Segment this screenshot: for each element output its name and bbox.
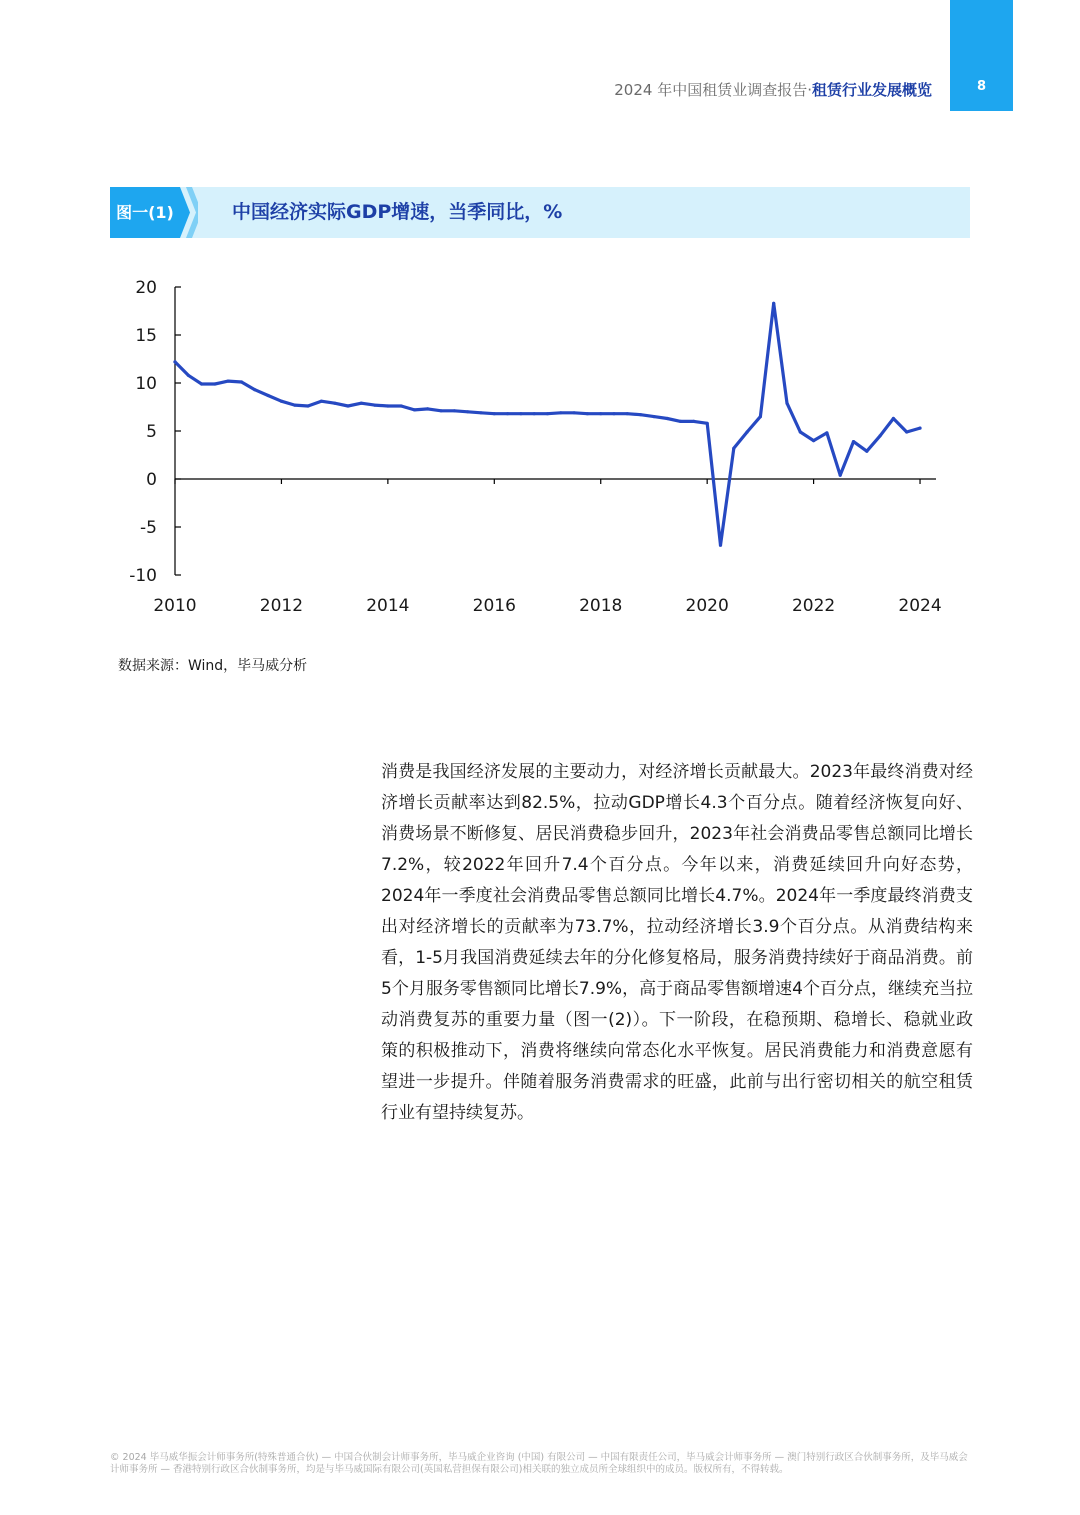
gdp-data-point: [227, 380, 230, 383]
gdp-data-point: [692, 420, 695, 423]
gdp-data-point: [346, 404, 349, 407]
gdp-data-point: [626, 412, 629, 415]
gdp-data-point: [453, 409, 456, 412]
y-tick-label: -10: [129, 566, 157, 586]
y-axis: [129, 278, 181, 586]
header-separator: ·: [807, 81, 812, 99]
report-title: 2024 年中国租赁业调查报告: [614, 81, 808, 99]
gdp-data-point: [173, 360, 176, 363]
y-tick-label: 15: [135, 326, 157, 346]
gdp-data-point: [400, 404, 403, 407]
x-tick-label: 2016: [472, 596, 516, 616]
gdp-data-point: [732, 447, 735, 450]
gdp-data-point: [652, 415, 655, 418]
gdp-data-point: [413, 408, 416, 411]
gdp-data-point: [905, 430, 908, 433]
gdp-data-point: [306, 404, 309, 407]
gdp-data-point: [493, 412, 496, 415]
gdp-data-point: [360, 402, 363, 405]
running-header: [614, 79, 932, 100]
gdp-data-point: [666, 417, 669, 420]
gdp-data-point: [440, 409, 443, 412]
body-paragraph: 消费是我国经济发展的主要动力，对经济增长贡献最大。2023年最终消费对经济增长贡献率达到82.5%，拉动GDP增长4.3个百分点。随着经济恢复向好、消费场景不断修复、居民消费稳步回升，2023年社会消费品零售总额同比增长7.2%，较2022年回升7.4个百分点。今年以来，消费延续回升向好态势，2024年一季度社会消费品零售总额同比增长4.7%。2024年一季度最终消费支出对经济增长的贡献率为73.7%，拉动经济增长3.9个百分点。从消费结构来看，1-5月我国消费延续去年的分化修复格局，服务消费持续好于商品消费。前5个月服务零售额同比增长7.9%，高于商品零售额增速4个百分点，继续充当拉动消费复苏的重要力量（图一(2)）。下一阶段，在稳预期、稳增长、稳就业政策的积极推动下，消费将继续向常态化水平恢复。居民消费能力和消费意愿有望进一步提升。伴随着服务消费需求的旺盛，此前与出行密切相关的航空租赁行业有望持续复苏。: [381, 762, 973, 1123]
gdp-data-point: [759, 415, 762, 418]
gdp-data-point: [892, 417, 895, 420]
gdp-data-point: [918, 427, 921, 430]
gdp-data-point: [865, 450, 868, 453]
gdp-data-point: [559, 411, 562, 414]
gdp-data-point: [466, 410, 469, 413]
gdp-data-point: [213, 382, 216, 385]
page-number: 8: [976, 79, 987, 94]
gdp-data-point: [586, 412, 589, 415]
gdp-data-point: [267, 394, 270, 397]
gdp-data-point: [599, 412, 602, 415]
gdp-data-point: [373, 404, 376, 407]
x-tick-label: 2010: [153, 596, 197, 616]
x-tick-label: 2018: [579, 596, 623, 616]
gdp-data-point: [519, 412, 522, 415]
y-tick-label: -5: [140, 518, 157, 538]
gdp-data-point: [706, 422, 709, 425]
gdp-data-point: [799, 430, 802, 433]
gdp-data-point: [852, 440, 855, 443]
gdp-data-point: [573, 411, 576, 414]
gdp-data-point: [200, 382, 203, 385]
gdp-data-point: [506, 412, 509, 415]
gdp-data-point: [386, 404, 389, 407]
gdp-data-point: [280, 400, 283, 403]
series-layer: [173, 302, 921, 547]
gdp-data-point: [879, 434, 882, 437]
gdp-data-point: [639, 413, 642, 416]
gdp-data-point: [533, 412, 536, 415]
gdp-data-point: [612, 412, 615, 415]
x-tick-label: 2020: [685, 596, 729, 616]
gdp-data-point: [719, 544, 722, 547]
gdp-data-point: [679, 420, 682, 423]
y-tick-label: 20: [135, 278, 157, 298]
figure-title: 中国经济实际GDP增速，当季同比，%: [232, 201, 563, 223]
gdp-data-point: [426, 407, 429, 410]
gdp-data-point: [746, 430, 749, 433]
gdp-data-point: [479, 411, 482, 414]
y-tick-label: 5: [146, 422, 157, 442]
gdp-data-point: [320, 400, 323, 403]
y-tick-label: 10: [135, 374, 157, 394]
gdp-data-point: [772, 302, 775, 305]
x-tick-label: 2022: [791, 596, 836, 616]
x-tick-label: 2024: [898, 596, 942, 616]
gdp-data-point: [253, 388, 256, 391]
copyright-footer: © 2024 毕马威华振会计师事务所(特殊普通合伙) — 中国合伙制会计师事务所，毕马威企业咨询 (中国) 有限公司 — 中国有限责任公司，毕马威会计师事务所 — 澳门特别行政区合伙制事务所，及毕马威会计师事务所 — 香港特别行政区合伙制事务所，均是与毕马威国际有限公司(英国私营担保有限公司)相关联的独立成员所全球组织中的成员。版权所有，不得转载。: [110, 1452, 968, 1475]
figure-label-badge: [110, 187, 198, 238]
gdp-data-point: [785, 402, 788, 405]
section-title: 租赁行业发展概览: [811, 81, 932, 99]
gdp-data-point: [240, 380, 243, 383]
page-tab: [950, 0, 1013, 111]
gdp-data-point: [812, 439, 815, 442]
gdp-data-point: [333, 402, 336, 405]
figure-label: 图一(1): [116, 203, 174, 222]
x-tick-label: 2012: [259, 596, 304, 616]
gdp-data-point: [187, 374, 190, 377]
x-axis: [153, 479, 941, 616]
gdp-growth-line: [175, 303, 920, 545]
gdp-data-point: [293, 404, 296, 407]
gdp-data-point: [839, 474, 842, 477]
gdp-line-chart: [110, 270, 970, 620]
gdp-data-point: [546, 412, 549, 415]
x-tick-label: 2014: [366, 596, 410, 616]
y-tick-label: 0: [146, 470, 157, 490]
data-source-note: 数据来源：Wind，毕马威分析: [118, 658, 308, 674]
gdp-data-point: [825, 431, 828, 434]
